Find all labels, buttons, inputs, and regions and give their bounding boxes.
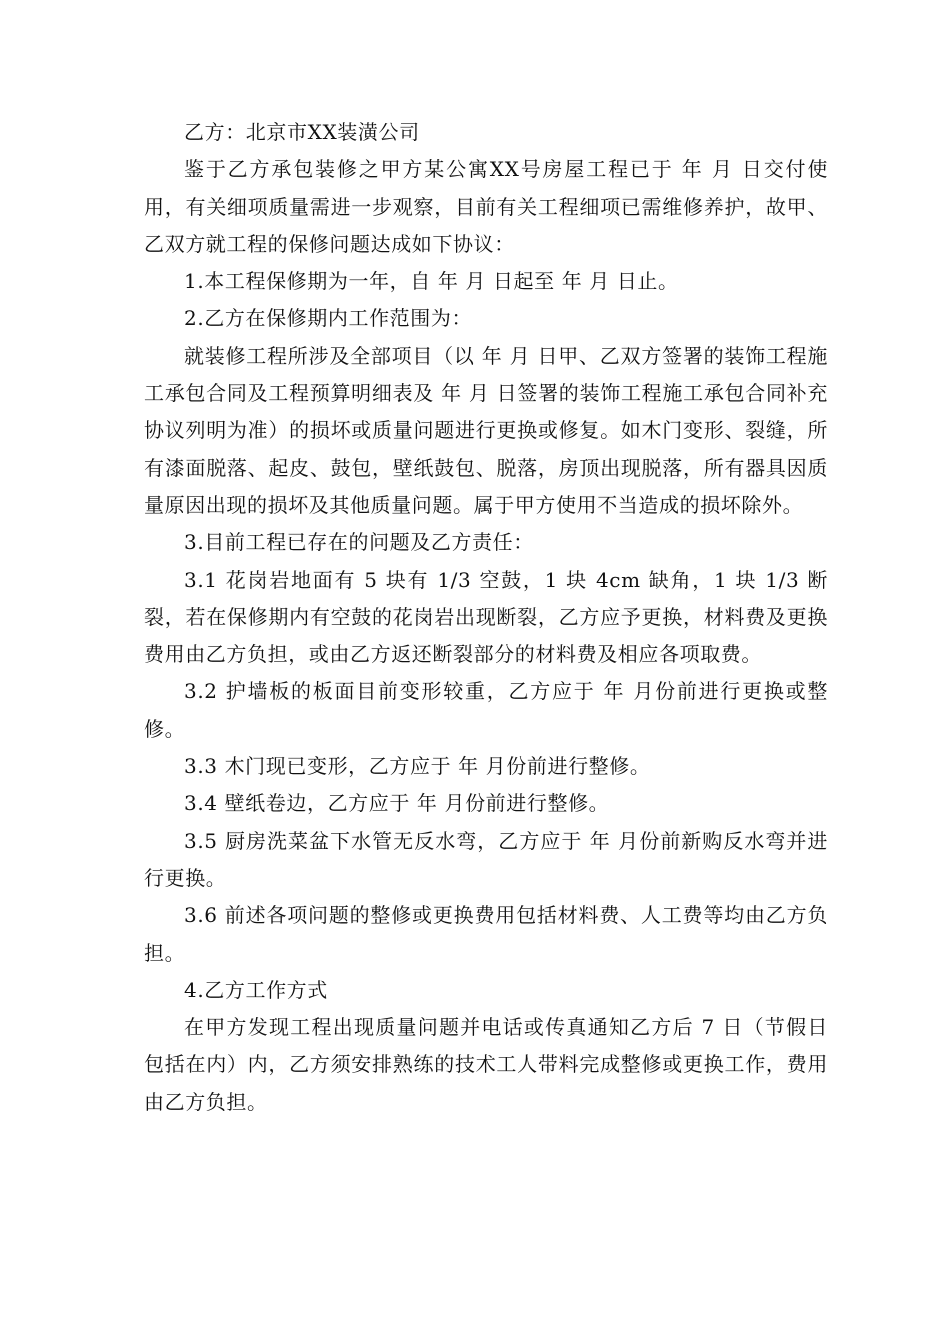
clause-4-paragraph: 在甲方发现工程出现质量问题并电话或传真通知乙方后 7 日（节假日包括在内）内，乙方须安排熟练的技术工人带料完成整修或更换工作，费用由乙方负担。 [144, 1015, 828, 1114]
clause-2-scope-paragraph: 就装修工程所涉及全部项目（以 年 月 日甲、乙双方签署的装饰工程施工承包合同及工程预算明细表及 年 月 日签署的装饰工程施工承包合同补充协议列明为准）的损坏或质量问题进行更换或修复。如木门变形、裂缝，所有漆面脱落、起皮、鼓包，壁纸鼓包、脱落，房顶出现脱落，所有器具因质量原因出现的损坏及其他质量问题。属于甲方使用不当造成的损坏除外。 [144, 343, 828, 517]
clause-3-1: 3.1 花岗岩地面有 5 块有 1/3 空鼓，1 块 4cm 缺角，1 块 1/3 断裂，若在保修期内有空鼓的花岗岩出现断裂，乙方应予更换，材料费及更换费用由乙方负担，或由乙方返还断裂部分的材料费及相应各项取费。 [144, 567, 828, 667]
clause-3-5: 3.5 厨房洗菜盆下水管无反水弯，乙方应于 年 月份前新购反水弯并进行更换。 [144, 828, 828, 890]
clause-1-warranty-period: 1.本工程保修期为一年，自 年 月 日起至 年 月 日止。 [184, 269, 679, 294]
clause-3-2: 3.2 护墙板的板面目前变形较重，乙方应于 年 月份前进行更换或整修。 [144, 679, 828, 741]
clause-4-heading: 4.乙方工作方式 [184, 977, 328, 1002]
clause-3-3: 3.3 木门现已变形，乙方应于 年 月份前进行整修。 [184, 754, 651, 779]
preamble-paragraph: 鉴于乙方承包装修之甲方某公寓XX号房屋工程已于 年 月 日交付使用，有关细项质量需进一步观察，目前有关工程细项已需维修养护，故甲、乙双方就工程的保修问题达成如下协议： [144, 157, 828, 256]
clause-2-heading: 2.乙方在保修期内工作范围为： [184, 306, 473, 331]
clause-3-heading: 3.目前工程已存在的问题及乙方责任： [184, 530, 534, 555]
party-b-line: 乙方：北京市XX装潢公司 [184, 120, 420, 144]
clause-3-4: 3.4 壁纸卷边，乙方应于 年 月份前进行整修。 [184, 791, 610, 816]
document-body [144, 114, 828, 1121]
clause-3-6: 3.6 前述各项问题的整修或更换费用包括材料费、人工费等均由乙方负担。 [144, 903, 828, 965]
